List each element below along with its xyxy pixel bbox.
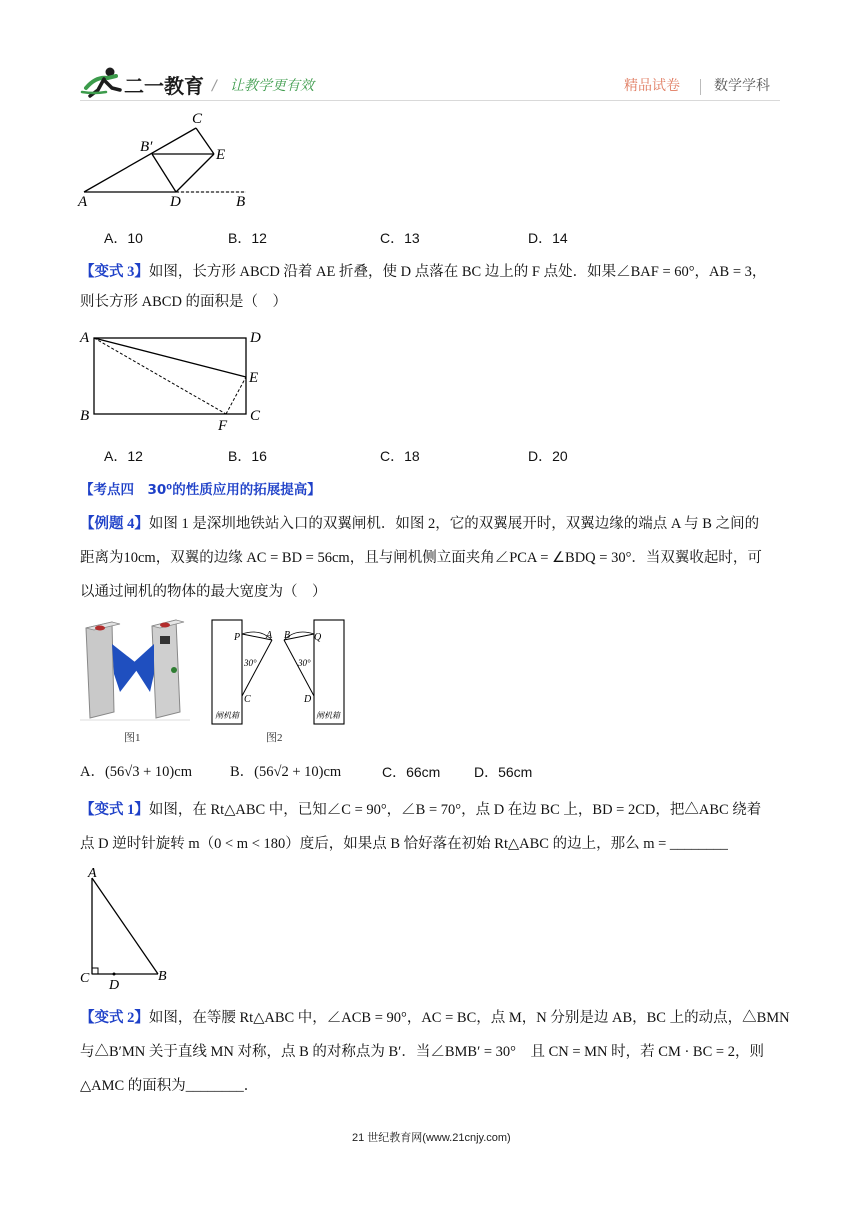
label-A: A xyxy=(266,630,273,641)
example4-option-d: D．56cm xyxy=(474,764,533,780)
label-A: A xyxy=(80,330,90,346)
section4-title: 【考点四 30⁰的性质应用的拓展提高】 xyxy=(80,482,321,498)
example4-line3: 以通过闸机的物体的最大宽度为（ ） xyxy=(80,584,327,600)
header-label-premium: 精品试卷 xyxy=(624,78,680,94)
label-F: F xyxy=(218,418,228,434)
label-D: D xyxy=(170,194,181,210)
example4-option-a: A．(56√3 + 10)cm xyxy=(80,764,192,780)
label-A: A xyxy=(88,866,97,881)
variant3-text1: 如图，长方形 ABCD 沿着 AE 折叠，使 D 点落在 BC 边上的 F 点处．如果∠BAF = 60°，AB = 3， xyxy=(148,264,767,280)
variant3-rectangle-figure xyxy=(76,324,276,434)
label-D: D xyxy=(250,330,261,346)
prev-option-b: B．12 xyxy=(228,230,267,246)
example4-tag: 【例题 4】 xyxy=(80,516,149,532)
prev-option-a: A．10 xyxy=(104,230,143,246)
header-slogan: 让教学更有效 xyxy=(230,78,314,94)
gate-box-left-label: 闸机箱 xyxy=(215,711,239,720)
header-label-subject: 数学学科 xyxy=(714,78,770,94)
prev-option-c: C．13 xyxy=(380,230,420,246)
header-rule xyxy=(80,100,780,101)
gate-photo-figure xyxy=(80,614,190,724)
example4-option-b: B．(56√2 + 10)cm xyxy=(230,764,342,780)
variant2-line2: 与△B′MN 关于直线 MN 对称，点 B 的对称点为 B′．当∠BMB′ = 30° 且 CN = MN 时，若 CM · BC = 2，则 xyxy=(80,1044,764,1060)
header-brand: 二一教育 xyxy=(124,74,204,98)
variant2-line3: △AMC 的面积为________． xyxy=(80,1078,259,1094)
angle-label-right: 30° xyxy=(298,658,311,668)
label-B-prime: B′ xyxy=(140,139,153,155)
label-E: E xyxy=(249,370,259,386)
variant1-triangle-figure xyxy=(76,864,176,994)
variant2-tag: 【变式 2】 xyxy=(80,1010,149,1026)
variant3-option-d: D．20 xyxy=(528,448,568,464)
variant1-line2: 点 D 逆时针旋转 m（0 < m < 180）度后，如果点 B 恰好落在初始 Rt△ABC 的边上，那么 m = ________ xyxy=(80,836,728,852)
header xyxy=(0,0,860,110)
label-Q: Q xyxy=(314,632,322,643)
variant1-tag: 【变式 1】 xyxy=(80,802,149,818)
gate-schematic-figure xyxy=(204,614,354,726)
example4-line2: 距离为10cm，双翼的边缘 AC = BD = 56cm，且与闸机侧立面夹角∠PCA = ∠BDQ = 30°．当双翼收起时，可 xyxy=(80,550,762,566)
example4-line1 xyxy=(80,514,759,534)
variant3-line2: 则长方形 ABCD 的面积是（ ） xyxy=(80,294,288,310)
gate-box-right-label: 闸机箱 xyxy=(316,711,340,720)
variant3-option-a: A．12 xyxy=(104,448,143,464)
variant3-line1 xyxy=(80,262,766,282)
label-C: C xyxy=(244,694,251,705)
label-A: A xyxy=(78,194,88,210)
angle-label-left: 30° xyxy=(244,658,257,668)
example4-option-c: C．66cm xyxy=(382,764,441,780)
variant2-line1 xyxy=(80,1008,790,1028)
variant2-text1: 如图，在等腰 Rt△ABC 中，∠ACB = 90°，AC = BC，点 M，N 分别是边 AB，BC 上的动点，△BMN xyxy=(148,1010,790,1026)
prev-option-d: D．14 xyxy=(528,230,568,246)
fig2-caption: 图2 xyxy=(266,732,283,744)
label-B: B xyxy=(80,408,90,424)
header-divider-slash: / xyxy=(212,78,217,94)
label-D: D xyxy=(109,978,120,993)
label-B: B xyxy=(236,194,246,210)
variant3-option-c: C．18 xyxy=(380,448,420,464)
label-C: C xyxy=(192,111,203,127)
label-B: B xyxy=(158,969,167,984)
footer-text: 21 世纪教育网(www.21cnjy.com) xyxy=(352,1132,511,1144)
top-geometry-figure xyxy=(74,106,264,212)
variant1-line1 xyxy=(80,800,761,820)
variant1-text1: 如图，在 Rt△ABC 中，已知∠C = 90°，∠B = 70°，点 D 在边 BC 上，BD = 2CD，把△ABC 绕着 xyxy=(148,802,762,818)
label-D: D xyxy=(304,694,312,705)
label-C: C xyxy=(80,971,90,986)
header-separator xyxy=(700,79,701,95)
example4-text1: 如图 1 是深圳地铁站入口的双翼闸机．如图 2，它的双翼展开时，双翼边缘的端点 A 与 B 之间的 xyxy=(148,516,760,532)
variant3-tag: 【变式 3】 xyxy=(80,264,149,280)
label-C: C xyxy=(250,408,261,424)
label-P: P xyxy=(234,632,241,643)
fig1-caption: 图1 xyxy=(124,732,141,744)
logo-runner-icon xyxy=(80,66,124,98)
variant3-option-b: B．16 xyxy=(228,448,267,464)
label-E: E xyxy=(216,147,226,163)
label-B: B xyxy=(284,630,291,641)
